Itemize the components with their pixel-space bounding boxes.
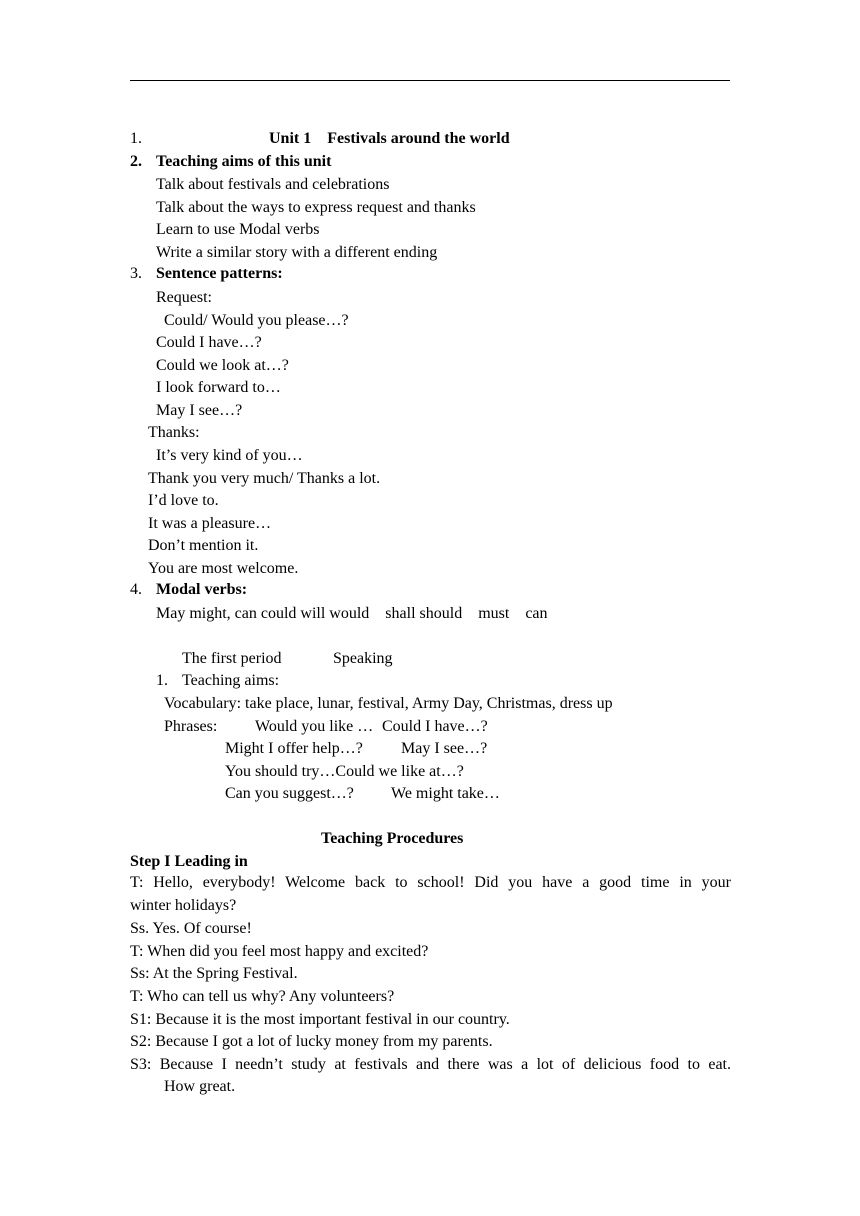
request-item: I look forward to… bbox=[156, 379, 281, 396]
request-item: Could we look at…? bbox=[156, 357, 289, 374]
dialogue-line: Ss: At the Spring Festival. bbox=[130, 965, 298, 982]
section-2-number: 2. bbox=[130, 153, 142, 170]
thanks-item: You are most welcome. bbox=[148, 560, 299, 577]
section-1-number: 1. bbox=[130, 130, 142, 147]
aim-item: Talk about festivals and celebrations bbox=[156, 176, 390, 193]
aim-item: Talk about the ways to express request and thanks bbox=[156, 199, 476, 216]
aim-item: Learn to use Modal verbs bbox=[156, 221, 320, 238]
phrase-item: Can you suggest…? bbox=[225, 785, 354, 802]
procedures-title: Teaching Procedures bbox=[321, 830, 464, 847]
phrase-item: May I see…? bbox=[401, 740, 488, 757]
dialogue-line: Ss. Yes. Of course! bbox=[130, 920, 252, 937]
unit-title: Unit 1 Festivals around the world bbox=[269, 130, 510, 147]
phrase-item: Would you like … bbox=[255, 718, 374, 735]
thanks-label: Thanks: bbox=[148, 424, 200, 441]
phrase-item: You should try…Could we like at…? bbox=[225, 763, 464, 780]
header-rule bbox=[130, 80, 730, 81]
request-item: May I see…? bbox=[156, 402, 243, 419]
modal-heading: Modal verbs: bbox=[156, 581, 248, 598]
period-title: The first period bbox=[182, 650, 282, 667]
phrase-item: Might I offer help…? bbox=[225, 740, 363, 757]
dialogue-line: How great. bbox=[164, 1078, 236, 1095]
dialogue-line: winter holidays? bbox=[130, 897, 237, 914]
thanks-item: It was a pleasure… bbox=[148, 515, 272, 532]
thanks-item: I’d love to. bbox=[148, 492, 219, 509]
period-type: Speaking bbox=[333, 650, 393, 667]
section-3-number: 3. bbox=[130, 265, 142, 282]
dialogue-line: T: Hello, everybody! Welcome back to school! Did you have a good time in your bbox=[130, 874, 731, 891]
aims-heading: Teaching aims of this unit bbox=[156, 153, 332, 170]
section-4-number: 4. bbox=[130, 581, 142, 598]
phrase-item: Could I have…? bbox=[382, 718, 488, 735]
dialogue-line: T: Who can tell us why? Any volunteers? bbox=[130, 988, 395, 1005]
dialogue-line: S3: Because I needn’t study at festivals and there was a lot of delicious food to eat. bbox=[130, 1056, 731, 1073]
request-label: Request: bbox=[156, 289, 212, 306]
request-item: Could I have…? bbox=[156, 334, 262, 351]
period-aims-label: Teaching aims: bbox=[182, 672, 280, 689]
patterns-heading: Sentence patterns: bbox=[156, 265, 283, 282]
thanks-item: Thank you very much/ Thanks a lot. bbox=[148, 470, 381, 487]
dialogue-line: T: When did you feel most happy and excited? bbox=[130, 943, 429, 960]
thanks-item: Don’t mention it. bbox=[148, 537, 259, 554]
aim-item: Write a similar story with a different ending bbox=[156, 244, 438, 261]
period-aims-number: 1. bbox=[156, 672, 168, 689]
dialogue-line: S1: Because it is the most important festival in our country. bbox=[130, 1011, 510, 1028]
request-item: Could/ Would you please…? bbox=[164, 312, 349, 329]
thanks-item: It’s very kind of you… bbox=[156, 447, 303, 464]
phrases-label: Phrases: bbox=[164, 718, 218, 735]
step-1-heading: Step I Leading in bbox=[130, 853, 248, 870]
phrase-item: We might take… bbox=[391, 785, 500, 802]
vocabulary-line: Vocabulary: take place, lunar, festival, Army Day, Christmas, dress up bbox=[164, 695, 613, 712]
modal-list: May might, can could will would shall should must can bbox=[156, 605, 548, 622]
dialogue-line: S2: Because I got a lot of lucky money from my parents. bbox=[130, 1033, 493, 1050]
